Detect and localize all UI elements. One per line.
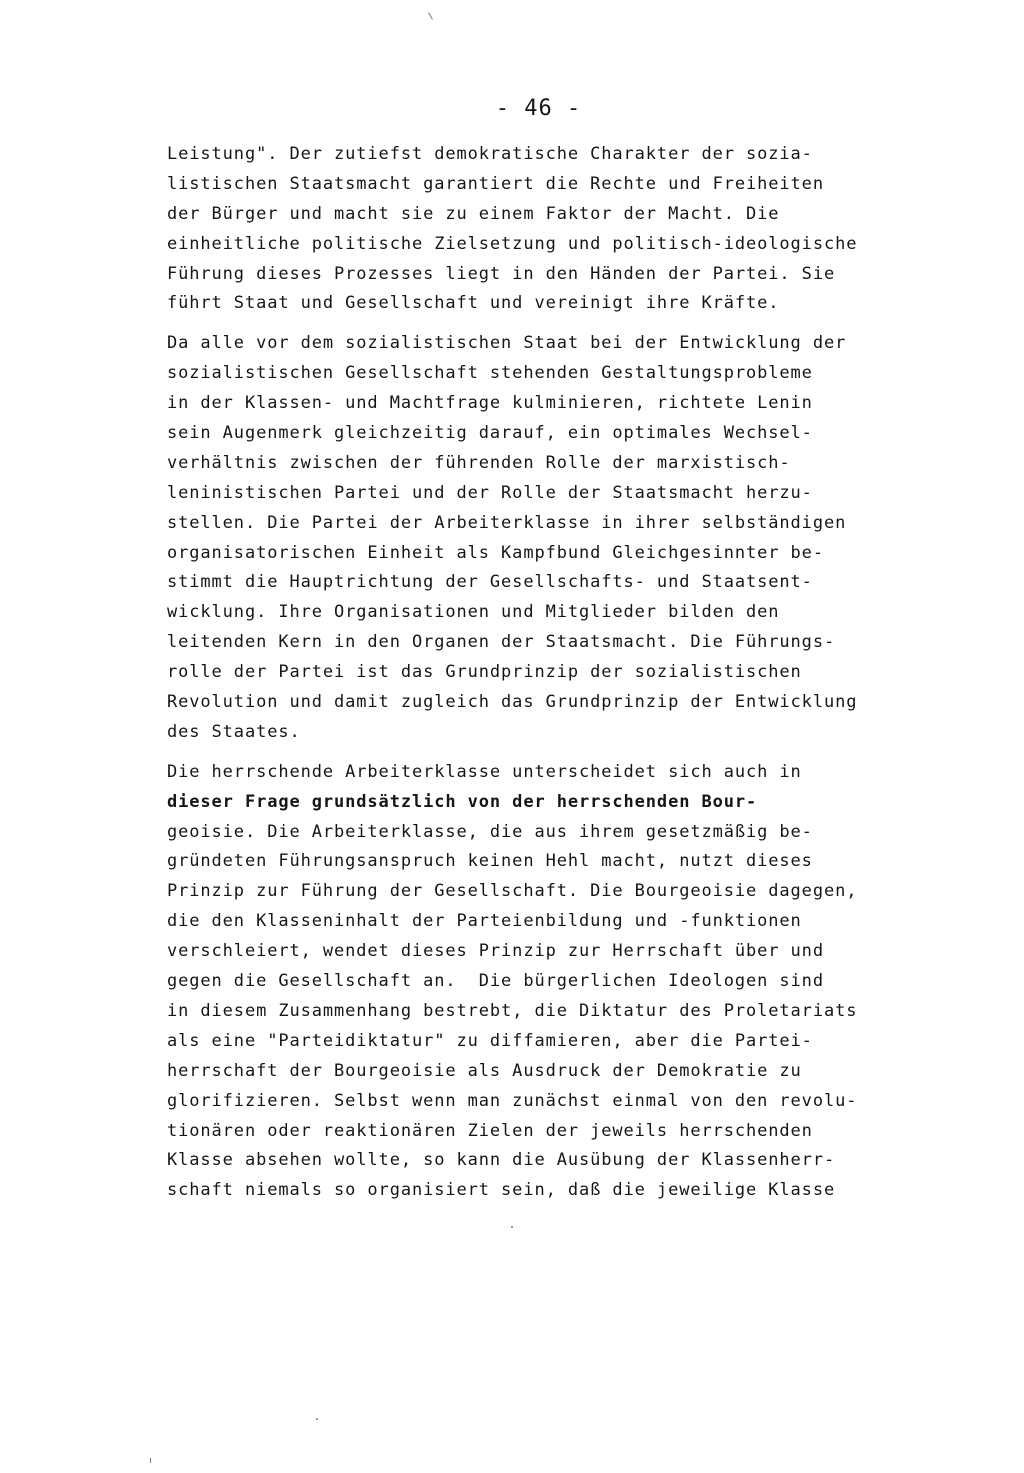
scan-speck: [150, 1458, 151, 1463]
text-line: dieser Frage grundsätzlich von der herrschenden Bour-: [167, 791, 758, 812]
scan-speck: [316, 1418, 318, 1420]
body-text: [167, 140, 927, 1206]
text-line: der Bürger und macht sie zu einem Faktor der Macht. Die: [167, 203, 780, 224]
text-line: des Staates.: [167, 721, 301, 742]
text-line: geoisie. Die Arbeiterklasse, die aus ihrem gesetzmäßig be-: [167, 821, 813, 842]
text-line: leninistischen Partei und der Rolle der Staatsmacht herzu-: [167, 482, 813, 503]
text-line: Prinzip zur Führung der Gesellschaft. Die Bourgeoisie dagegen,: [167, 881, 858, 902]
text-line: organisatorischen Einheit als Kampfbund Gleichgesinnter be-: [167, 542, 824, 563]
text-line: verschleiert, wendet dieses Prinzip zur Herrschaft über und: [167, 941, 824, 962]
text-line: Die herrschende Arbeiterklasse unterscheidet sich auch in: [167, 761, 802, 782]
text-line: sein Augenmerk gleichzeitig darauf, ein optimales Wechsel-: [167, 423, 813, 444]
text-line: verhältnis zwischen der führenden Rolle der marxistisch-: [167, 452, 791, 473]
text-line: stellen. Die Partei der Arbeiterklasse in ihrer selbständigen: [167, 512, 847, 533]
text-line: schaft niemals so organisiert sein, daß die jeweilige Klasse: [167, 1180, 836, 1201]
paragraph-1: [167, 140, 927, 319]
text-line: Klasse absehen wollte, so kann die Ausübung der Klassenherr-: [167, 1150, 836, 1171]
text-line: listischen Staatsmacht garantiert die Rechte und Freiheiten: [167, 173, 824, 194]
text-line: rolle der Partei ist das Grundprinzip der sozialistischen: [167, 662, 802, 683]
text-line: gegen die Gesellschaft an. Die bürgerlichen Ideologen sind: [167, 971, 824, 992]
text-line: Da alle vor dem sozialistischen Staat bei der Entwicklung der: [167, 333, 847, 354]
text-line: einheitliche politische Zielsetzung und politisch-ideologische: [167, 233, 858, 254]
text-line: führt Staat und Gesellschaft und vereinigt ihre Kräfte.: [167, 293, 780, 314]
text-line: Revolution und damit zugleich das Grundprinzip der Entwicklung: [167, 692, 858, 713]
text-line: herrschaft der Bourgeoisie als Ausdruck der Demokratie zu: [167, 1060, 802, 1081]
text-line: leitenden Kern in den Organen der Staatsmacht. Die Führungs-: [167, 632, 836, 653]
text-line: glorifizieren. Selbst wenn man zunächst einmal von den revolu-: [167, 1090, 858, 1111]
text-line: als eine "Parteidiktatur" zu diffamieren, aber die Partei-: [167, 1030, 813, 1051]
scan-speck: [511, 1226, 513, 1228]
text-line: stimmt die Hauptrichtung der Gesellschafts- und Staatsent-: [167, 572, 813, 593]
text-line: Führung dieses Prozesses liegt in den Händen der Partei. Sie: [167, 263, 836, 284]
scan-speck: [428, 12, 433, 19]
text-line: tionären oder reaktionären Zielen der jeweils herrschenden: [167, 1120, 813, 1141]
text-line: Leistung". Der zutiefst demokratische Charakter der sozia-: [167, 144, 813, 164]
text-line: die den Klasseninhalt der Parteienbildung und -funktionen: [167, 911, 802, 932]
text-line: wicklung. Ihre Organisationen und Mitglieder bilden den: [167, 602, 780, 623]
text-line: in diesem Zusammenhang bestrebt, die Diktatur des Proletariats: [167, 1000, 858, 1021]
text-line: gründeten Führungsanspruch keinen Hehl macht, nutzt dieses: [167, 851, 813, 872]
page-number: - 46 -: [495, 96, 582, 121]
text-line: sozialistischen Gesellschaft stehenden Gestaltungsprobleme: [167, 363, 813, 384]
text-line: in der Klassen- und Machtfrage kulminieren, richtete Lenin: [167, 393, 813, 414]
paragraph-2: [167, 329, 927, 747]
paragraph-3: [167, 758, 927, 1206]
